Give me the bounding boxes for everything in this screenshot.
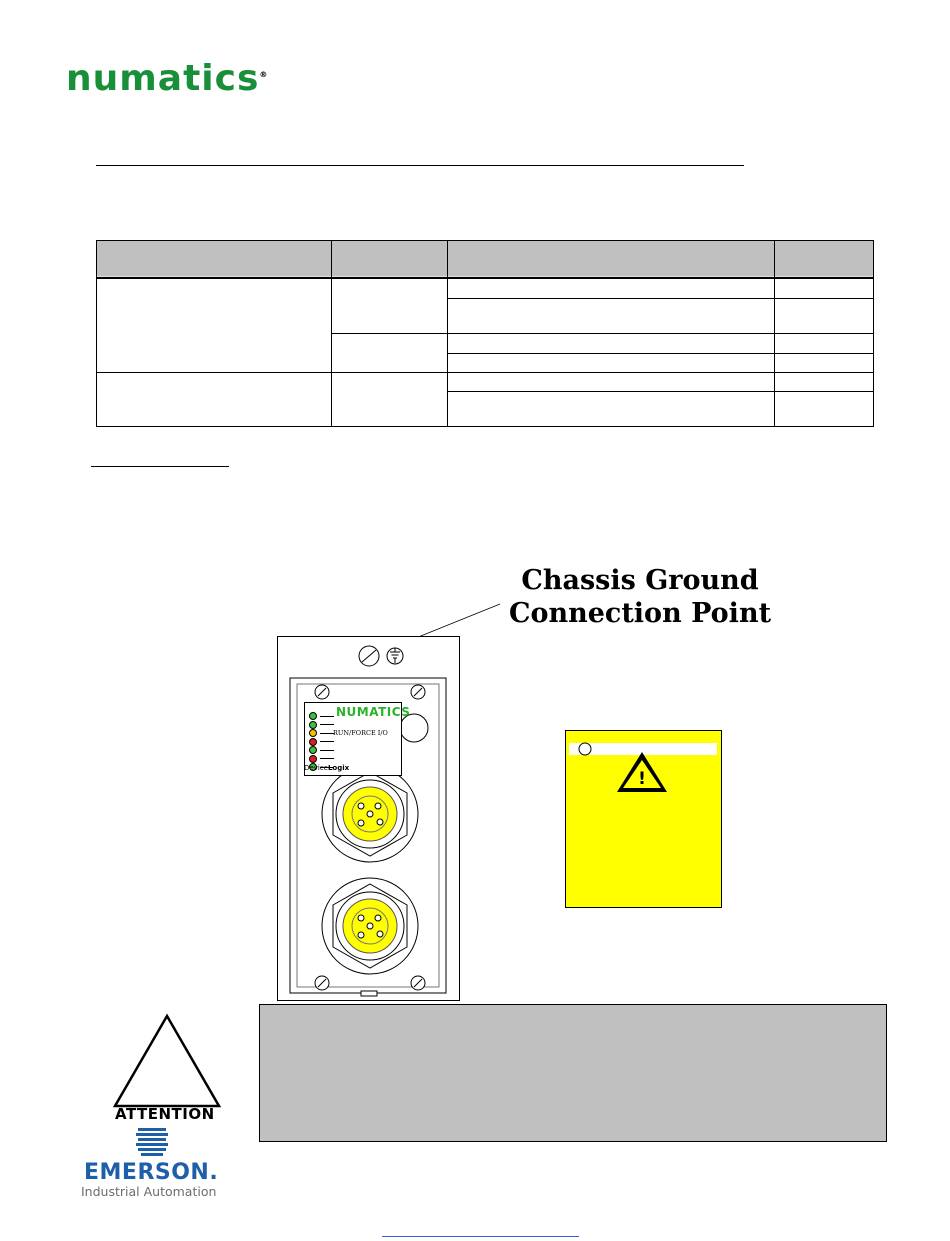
devicelogix-prefix: Device: [304, 764, 328, 772]
warning-label-hole: [579, 743, 591, 755]
status-led: [309, 746, 334, 754]
attention-triangle-icon: [112, 1012, 222, 1110]
warning-symbol: !: [638, 769, 646, 789]
led-dot: [309, 721, 317, 729]
devicelogix-label: [304, 764, 349, 772]
numatics-logo-text: numatics: [66, 58, 260, 99]
registered-mark: ®: [259, 70, 269, 79]
led-dot: [309, 755, 317, 763]
latch: [361, 991, 377, 996]
led-dot: [309, 729, 317, 737]
warning-label-graphics: [565, 730, 721, 907]
status-led: [309, 712, 334, 720]
status-led: [309, 738, 334, 746]
emerson-logo-icon: [132, 1126, 172, 1160]
led-dot: [309, 738, 317, 746]
led-leader-line: [320, 750, 334, 751]
status-led: [309, 729, 334, 737]
ground-screw-icon: [359, 646, 379, 666]
module-drawing: [277, 636, 459, 1000]
emerson-subtitle: Industrial Automation: [81, 1184, 217, 1199]
m12-connector-icon: [322, 878, 418, 974]
led-leader-line: [320, 741, 334, 742]
corner-screw-icon: [411, 976, 425, 990]
status-led: [309, 755, 334, 763]
m12-connector-icon: [322, 766, 418, 862]
callout-line-2: Connection Point: [508, 598, 772, 629]
led-dot: [309, 712, 317, 720]
led-dot: [309, 746, 317, 754]
corner-screw-icon: [315, 685, 329, 699]
emerson-logo-text: EMERSON.: [84, 1160, 219, 1185]
attention-label: ATTENTION: [115, 1105, 215, 1123]
led-leader-line: [320, 733, 334, 734]
attention-notice-box: [259, 1004, 887, 1142]
led-leader-line: [320, 724, 334, 725]
panel-logo: NUMATICS: [336, 705, 411, 719]
run-force-label: RUN/FORCE I/O: [333, 729, 388, 737]
corner-screw-icon: [411, 685, 425, 699]
led-column: [309, 712, 334, 772]
corner-screw-icon: [315, 976, 329, 990]
footer-link-underline[interactable]: [382, 1236, 579, 1237]
led-leader-line: [320, 716, 334, 717]
callout-line-1: Chassis Ground: [521, 565, 759, 596]
status-led: [309, 721, 334, 729]
ground-symbol-icon: [387, 648, 403, 664]
led-leader-line: [320, 758, 334, 759]
devicelogix-bold: Logix: [327, 764, 350, 772]
